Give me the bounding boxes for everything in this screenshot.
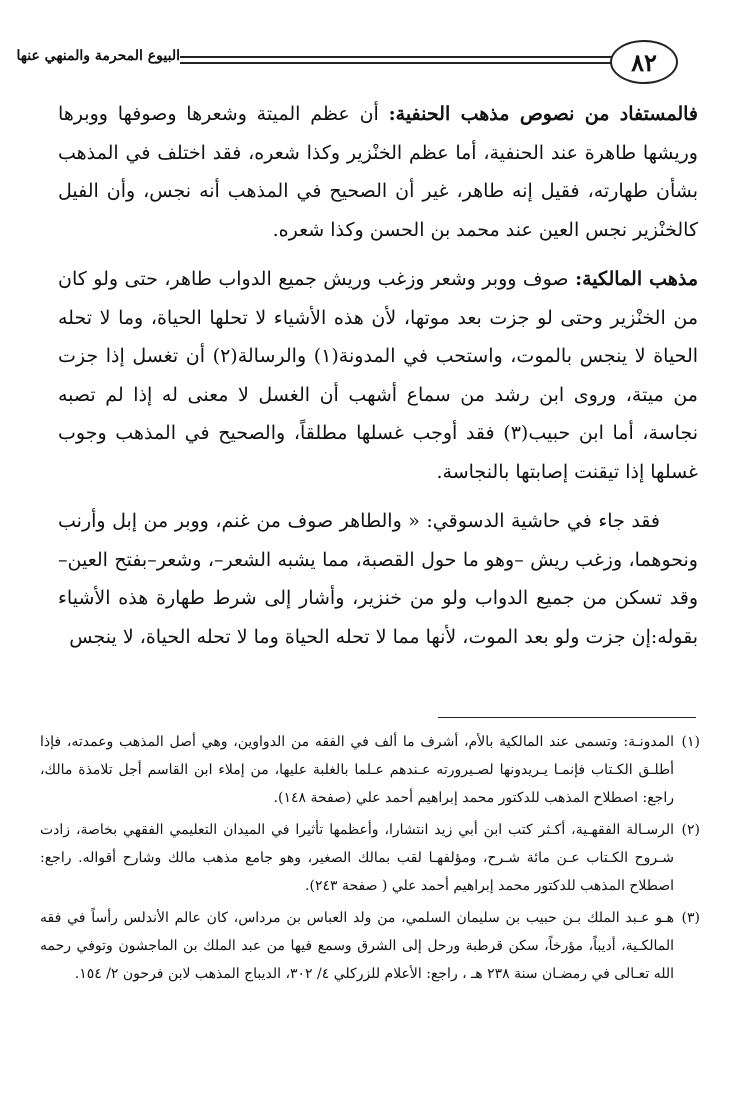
footnote-2 bbox=[40, 816, 700, 900]
page-number: ٨٢ bbox=[610, 40, 678, 84]
footnote-3 bbox=[40, 904, 700, 988]
main-text bbox=[58, 95, 698, 667]
footnote-separator bbox=[438, 717, 696, 718]
paragraph-maliki bbox=[58, 260, 698, 491]
paragraph-body: أن عظم الميتة وشعرها وصوفها ووبرها وريشها طاهرة عند الحنفية، أما عظم الخنْزير وكذا شعره، فقد اختلف في المذهب بشأن طهارته، فقيل إنه طاهر، غير أن الصحيح في المذهب أنه نجس، وأن الفيل كالخنْزير نجس العين عند محمد بن الحسن وكذا شعره. bbox=[58, 103, 698, 241]
footnote-1 bbox=[40, 728, 700, 812]
paragraph-body: فقد جاء في حاشية الدسوقي: « والطاهر صوف من غنم، ووبر من إبل وأرنب ونحوهما، وزغب ريش –وهو ما حول القصبة، مما يشبه الشعر–، وشعر–بفتح العين– وقد تسكن من جميع الدواب ولو من خنزير، وأشار إلى شرط طهارة هذه الأشياء بقوله:إن جزت ولو بعد الموت، لأنها مما لا تحله الحياة وما لا تحله الحياة، لا ينجس bbox=[58, 510, 698, 648]
page-header bbox=[16, 36, 718, 84]
footnote-marker: (١) bbox=[681, 734, 700, 750]
paragraph-dasuqi-quote bbox=[58, 502, 698, 656]
footnote-text: المدونـة: وتسمى عند المالكية بالأم، أشرف ما ألف في الفقه من الدواوين، وهي أصل المذهب وعمدته، فإذا أطلـق الكـتاب فإنمـا يـريدونها لصـيرورته عـندهم عـلما بالغلبة عليها، من إملاء ابن القاسم أجل تلامذة مالك، راجع: اصطلاح المذهب للدكتور محمد إبراهيم أحمد علي (صفحة ١٤٨). bbox=[40, 734, 674, 806]
header-rule bbox=[180, 56, 612, 64]
paragraph-hanafi bbox=[58, 95, 698, 249]
paragraph-lead: مذهب المالكية: bbox=[575, 268, 699, 290]
footnotes bbox=[40, 728, 700, 992]
running-title: البيوع المحرمة والمنهي عنها bbox=[16, 48, 180, 64]
footnote-text: الرسـالة الفقهـية، أكـثر كتب ابن أبي زيد انتشارا، وأعظمها تأثيرا في الميدان التعليمي الفقهي بخاصة، زادت شـروح الكـتاب عـن مائة شـرح، ومؤلفهـا لقب بمالك الصغير، وهو جامع مذهب مالك وشارح أقواله. راجع: اصطلاح المذهب للدكتور محمد إبراهيم أحمد علي ( صفحة ٢٤٣). bbox=[40, 822, 674, 894]
paragraph-lead: فالمستفاد من نصوص مذهب الحنفية: bbox=[388, 103, 698, 125]
footnote-marker: (٢) bbox=[681, 822, 700, 838]
footnote-text: هـو عـبد الملك بـن حبيب بن سليمان السلمي، من ولد العباس بن مرداس، كان عالم الأندلس رأساً في فقه المالكـية، أديباً، مؤرخاً، سكن قرطبة ورحل إلى الشرق وسمع فيها من عبد الملك بن الماجشون وتوفي رحمه الله تعـالى في رمضـان سنة ٢٣٨ هـ ، راجع: الأعلام للزركلي ٤/ ٣٠٢، الديباج المذهب لابن فرحون ٢/ ١٥٤. bbox=[40, 910, 674, 982]
footnote-marker: (٣) bbox=[681, 910, 700, 926]
paragraph-body: صوف ووبر وشعر وزغب وريش جميع الدواب طاهر، حتى ولو كان من الخنْزير وحتى لو جزت بعد موتها، لأن هذه الأشياء لا تحلها الحياة، وما لا تحله الحياة لا ينجس بالموت، واستحب في المدونة(١) والرسالة(٢) أن تغسل إذا جزت من ميتة، وروى ابن رشد من سماع أشهب أن الغسل لا معنى له إذا لم تصبه نجاسة، أما ابن حبيب(٣) فقد أوجب غسلها مطلقاً، والصحيح في المذهب وجوب غسلها إذا تيقنت إصابتها بالنجاسة. bbox=[58, 268, 699, 483]
